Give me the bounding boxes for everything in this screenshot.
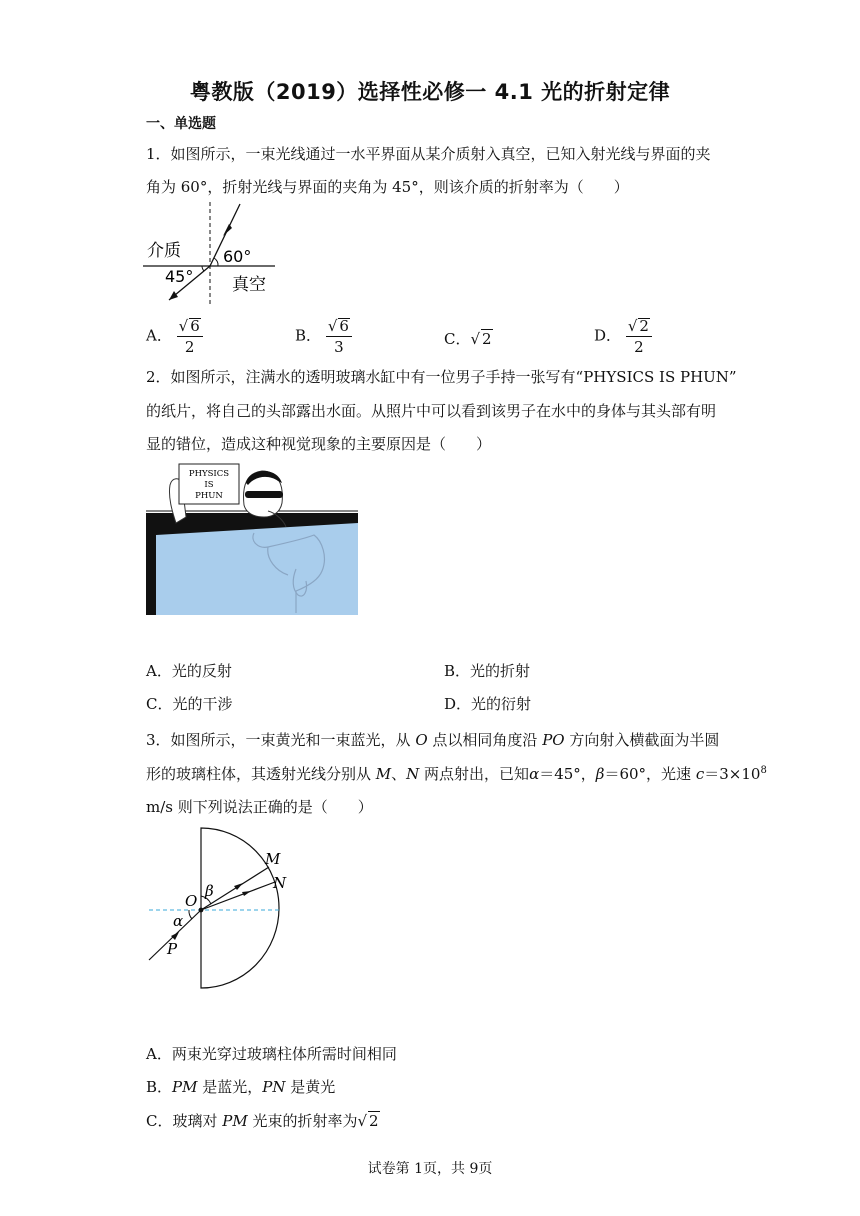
section-heading: 一、单选题	[146, 116, 216, 132]
q3-text-line3: m/s 则下列说法正确的是（ ）	[146, 798, 373, 816]
q1-option-b[interactable]: B． $\frac{√ 6}{3}$	[295, 318, 352, 355]
q2-text-line1: 2．如图所示，注满水的透明玻璃水缸中有一位男子手持一张写有“PHYSICS IS PHUN”	[146, 368, 737, 386]
q1-refraction-figure	[143, 200, 278, 305]
label-O: O	[185, 892, 198, 910]
label-M: M	[265, 850, 281, 868]
refracted-arrow	[169, 291, 178, 300]
label-medium: 介质	[147, 241, 181, 261]
q2-aquarium-photo	[146, 461, 360, 617]
label-alpha: α	[173, 912, 184, 930]
q1-text-line1: 1．如图所示，一束光线通过一水平界面从某介质射入真空，已知入射光线与界面的夹	[146, 145, 711, 163]
q2-option-c[interactable]: C．光的干涉	[146, 695, 233, 713]
label-angle-45: 45°	[165, 267, 194, 286]
ray-PO-arrow	[171, 932, 179, 940]
q2-text-line3: 显的错位，造成这种视觉现象的主要原因是（ ）	[146, 435, 492, 453]
label-N: N	[273, 874, 287, 892]
sign-line-1: PHYSICS	[188, 469, 230, 479]
q2-option-a[interactable]: A．光的反射	[146, 662, 232, 680]
sign-line-3: PHUN	[195, 491, 223, 501]
q1-text-line2: 角为 60°，折射光线与界面的夹角为 45°，则该介质的折射率为（ ）	[146, 178, 629, 196]
q3-option-c[interactable]: C．玻璃对 PM 光束的折射率为√ 2	[146, 1112, 379, 1130]
q1-option-a[interactable]: A． $\frac{√ 6}{2}$	[146, 318, 203, 355]
q3-option-a[interactable]: A．两束光穿过玻璃柱体所需时间相同	[146, 1045, 397, 1063]
q1-option-d[interactable]: D． $\frac{√ 2}{2}$	[594, 318, 652, 355]
point-O	[199, 908, 204, 913]
q3-semicircle-figure	[143, 826, 287, 994]
page-footer: 试卷第 1页，共 9页	[367, 1161, 493, 1177]
sunglasses	[245, 491, 283, 498]
q3-text-line1: 3．如图所示，一束黄光和一束蓝光，从 O 点以相同角度沿 PO 方向射入横截面为半圆	[146, 731, 720, 749]
label-P: P	[167, 940, 178, 958]
q3-text-line2: 形的玻璃柱体，其透射光线分别从 M、N 两点射出，已知α＝45°，β＝60°，光速 $c=3\times 10^8$	[146, 765, 767, 783]
incident-arrow	[223, 224, 232, 236]
q2-option-b[interactable]: B．光的折射	[444, 662, 531, 680]
label-beta: β	[205, 882, 214, 900]
arc-alpha	[189, 910, 192, 919]
water	[154, 521, 358, 615]
angle-arc-60	[214, 258, 218, 266]
label-angle-60: 60°	[223, 247, 252, 266]
sign-line-2: IS	[204, 480, 214, 490]
q3-option-b[interactable]: B．PM 是蓝光，PN 是黄光	[146, 1078, 336, 1096]
label-vacuum: 真空	[232, 275, 266, 295]
q1-option-c[interactable]: C．√ 2	[444, 330, 492, 348]
page-title: 粤教版（2019）选择性必修一 4.1 光的折射定律	[189, 80, 671, 104]
q2-option-d[interactable]: D．光的衍射	[444, 695, 532, 713]
q2-text-line2: 的纸片，将自己的头部露出水面。从照片中可以看到该男子在水中的身体与其头部有明	[146, 402, 717, 420]
angle-arc-45	[202, 266, 204, 271]
